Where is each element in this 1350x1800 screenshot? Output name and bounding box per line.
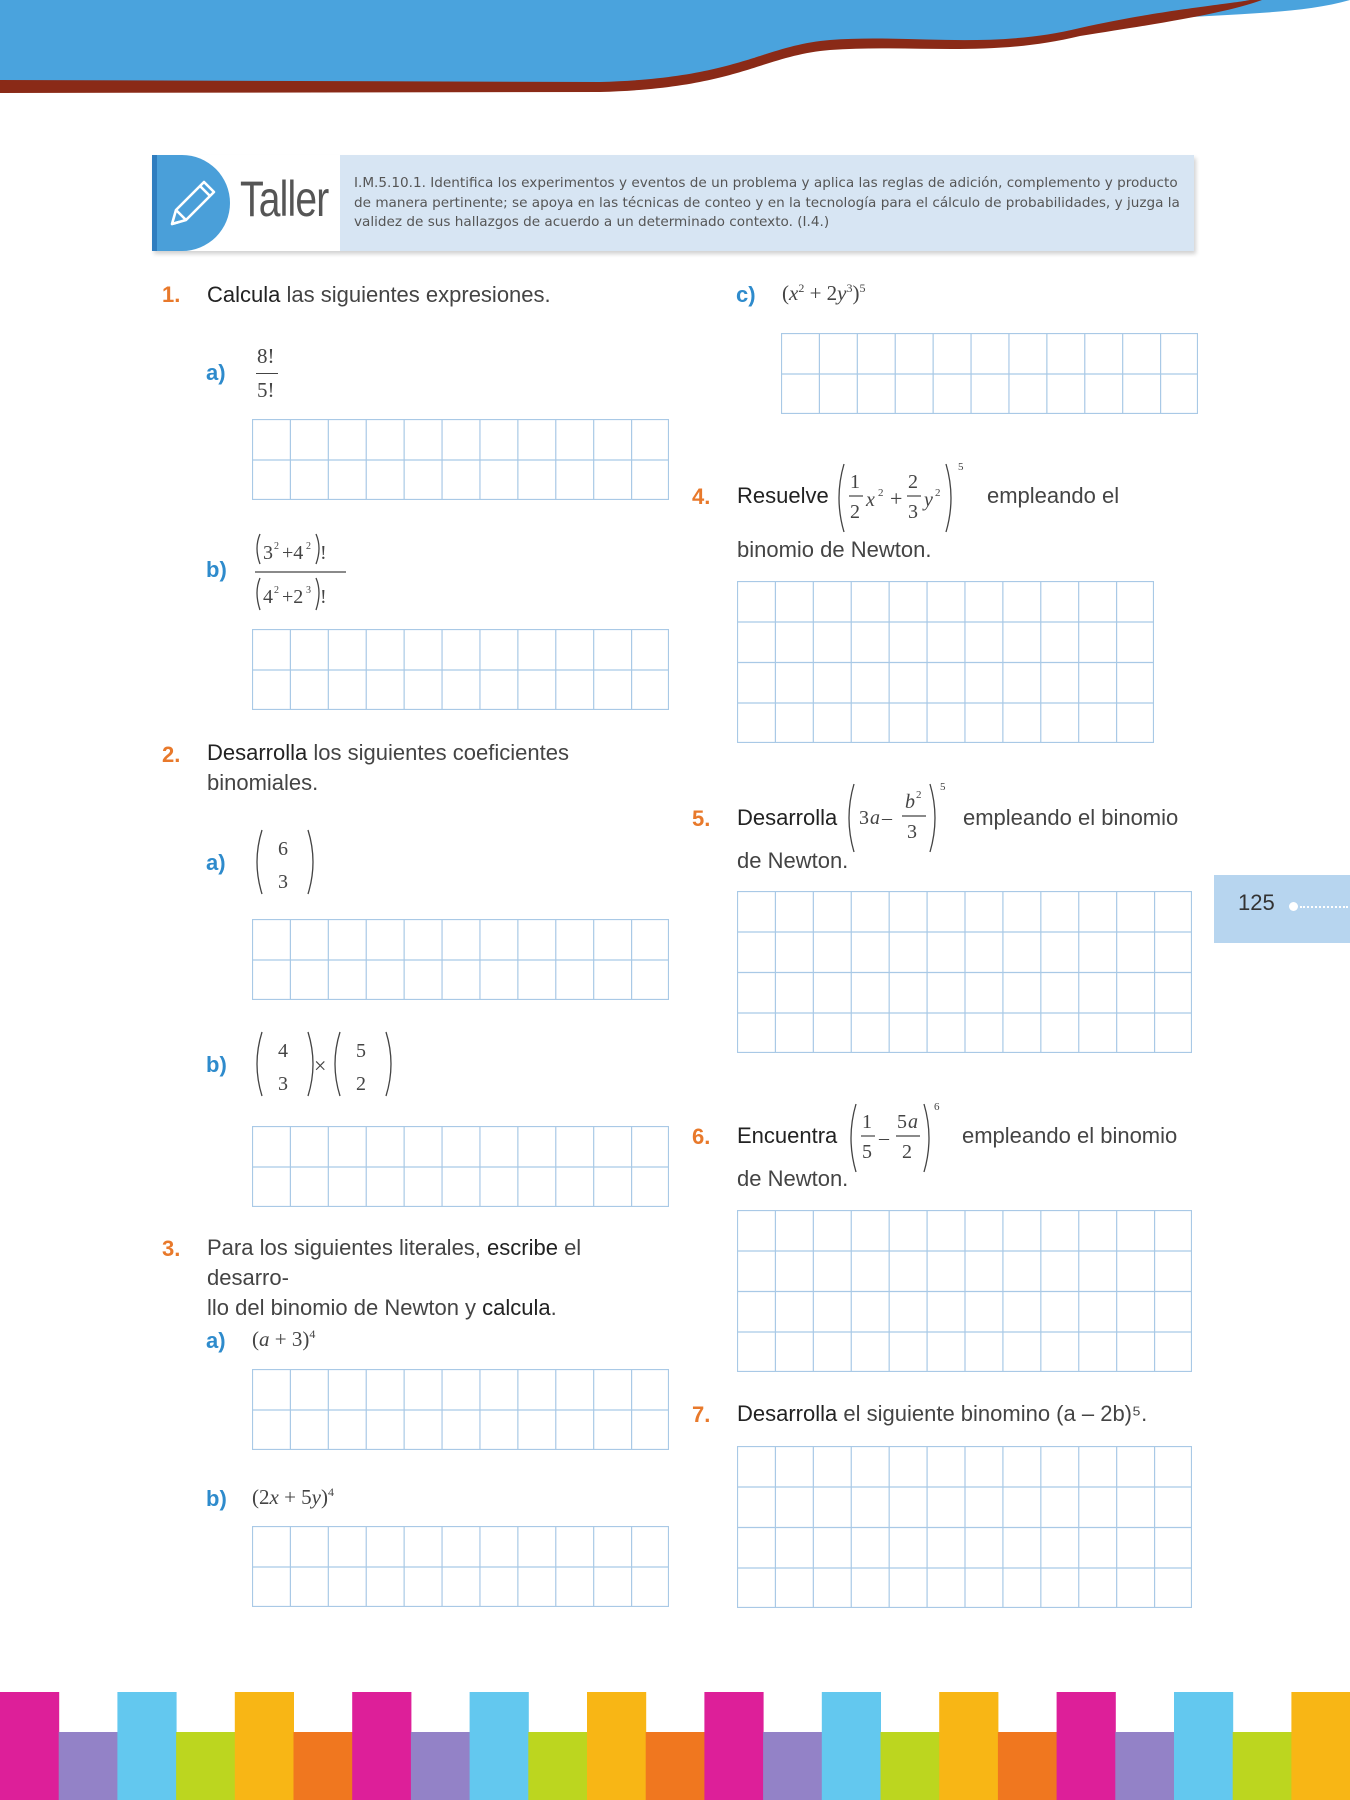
q5-verb-text: Desarrolla [737,805,838,830]
q3-line1-pre: Para los siguientes literales, [207,1235,488,1260]
q2-number: 2. [162,742,181,767]
q2a-label: a) [206,850,226,875]
q5-number: 5. [692,806,711,831]
footer-stripes [0,1692,1350,1800]
svg-text:2: 2 [850,501,860,523]
svg-text:5: 5 [958,461,964,473]
svg-text:3: 3 [907,821,917,843]
q3a-expression: $(a + 3)^4$ [252,1327,316,1351]
q1a-numerator: 8! [257,344,275,368]
q4-line2: binomio de Newton. [737,537,932,562]
q1a-fraction-bar [256,373,278,374]
q2a-binomial [252,826,322,898]
header-wave [0,0,1350,100]
svg-text:5: 5 [862,1141,872,1163]
q4-number: 4. [692,484,711,509]
q2-text [207,738,647,798]
answer-grid[interactable] [252,1526,669,1607]
svg-text:–: – [879,1127,889,1149]
q3b-label: b) [206,1486,227,1511]
svg-text:1: 1 [862,1111,872,1133]
q7-rest: el siguiente binomino (a – 2b)⁵. [837,1401,1148,1426]
standard-text: I.M.5.10.1. Identifica los experimentos y eventos de un problema y aplica las reglas de adición, complemento y producto de manera pertinente; se apoya en las técnicas de conteo y en la tecnología para el cálculo de probabilidades, y juzga la validez de sus hallazgos de acuerdo a un determinado contexto. (I.4.) [354,175,1180,230]
q1b-label: b) [206,557,227,582]
answer-grid[interactable] [252,419,669,500]
svg-text:2: 2 [935,487,941,499]
answer-grid[interactable] [737,1446,1192,1608]
svg-text:y: y [924,489,933,511]
svg-text:a: a [908,1111,918,1133]
svg-text:2: 2 [356,1073,366,1095]
q6-verb-text: Encuentra [737,1123,838,1148]
q5-post: empleando el binomio [963,805,1179,830]
q1c-expression: $(x^2 + 2y^3)^5$ [782,281,866,305]
svg-text:6: 6 [934,1101,940,1113]
page-number: 125 [1238,890,1275,915]
answer-grid[interactable] [737,891,1192,1053]
svg-text:!: ! [320,542,327,564]
q1a-denominator: 5! [257,378,275,402]
svg-text:3: 3 [306,585,311,596]
svg-text:5: 5 [940,781,946,793]
q3b-expression: $(2x + 5y)^4$ [252,1485,334,1509]
svg-text:2: 2 [908,471,918,493]
q6-post: empleando el binomio [962,1123,1178,1148]
svg-text:4: 4 [278,1040,288,1062]
svg-text:!: ! [320,586,327,608]
svg-text:2: 2 [902,1141,912,1163]
answer-grid[interactable] [252,1369,669,1450]
taller-edge [152,155,157,251]
q3-text [207,1233,667,1323]
q6-expression [846,1096,946,1178]
svg-text:6: 6 [278,838,288,860]
q5-verb [737,803,837,833]
answer-grid[interactable] [252,919,669,1000]
svg-text:x: x [866,489,875,511]
answer-grid[interactable] [737,581,1154,743]
q2b-label: b) [206,1052,227,1077]
q3-line2-pre: llo del binomio de Newton y [207,1295,483,1320]
svg-text:2: 2 [916,789,922,801]
q4-verb [737,481,829,511]
svg-text:2: 2 [274,541,279,552]
svg-text:2: 2 [306,541,311,552]
q5-expression [844,776,954,858]
q3-verb1: escribe [487,1235,558,1260]
svg-text:+2: +2 [282,586,304,608]
q6-verb [737,1121,837,1151]
q4-post: empleando el [987,483,1120,508]
q3-number: 3. [162,1236,181,1261]
q1-number: 1. [162,282,181,307]
answer-grid[interactable] [252,629,669,710]
q7-number: 7. [692,1402,711,1427]
q1a-label: a) [206,360,226,385]
svg-text:5: 5 [897,1111,907,1133]
svg-text:2: 2 [878,487,884,499]
svg-text:4: 4 [263,586,273,608]
q1c-label: c) [736,282,756,307]
q5-line2: de Newton. [737,848,849,873]
q7-verb: Desarrolla [737,1401,838,1426]
q1b-expression [252,530,352,616]
q3-line1-post: el desarro- [207,1235,582,1290]
taller-title: Taller [240,171,329,227]
q1-text [207,280,551,310]
q3-verb2: calcula [482,1295,551,1320]
svg-text:3: 3 [278,1073,288,1095]
svg-text:3: 3 [263,542,273,564]
q4-expression [834,456,969,538]
svg-text:3: 3 [859,807,869,829]
svg-text:3: 3 [908,501,918,523]
page-number-tab [1214,875,1350,943]
q1-rest: las siguientes expresiones. [280,282,551,307]
q2-rest: los siguientes coeficientes binomiales. [207,740,569,795]
q2-verb: Desarrolla [207,740,308,765]
svg-text:1: 1 [850,471,860,493]
q3a-label: a) [206,1328,226,1353]
q7-text [737,1399,1147,1429]
svg-text:×: × [314,1053,327,1078]
svg-text:+4: +4 [282,542,304,564]
svg-text:2: 2 [274,585,279,596]
q4-verb-text: Resuelve [737,483,829,508]
answer-grid[interactable] [737,1210,1192,1372]
page-dot-icon [1289,902,1298,911]
q6-line2: de Newton. [737,1166,849,1191]
pencil-icon [162,172,224,234]
svg-text:b: b [905,791,915,813]
page-dotted-line [1300,906,1348,908]
svg-text:5: 5 [356,1040,366,1062]
answer-grid[interactable] [252,1126,669,1207]
svg-text:–: – [882,807,892,829]
q2b-binomial-product [252,1028,402,1100]
svg-text:3: 3 [278,871,288,893]
svg-text:a: a [870,807,880,829]
q3-line2-post: . [550,1295,557,1320]
q6-number: 6. [692,1124,711,1149]
answer-grid[interactable] [781,333,1198,414]
svg-text:+: + [890,486,903,511]
q1-verb: Calcula [207,282,281,307]
